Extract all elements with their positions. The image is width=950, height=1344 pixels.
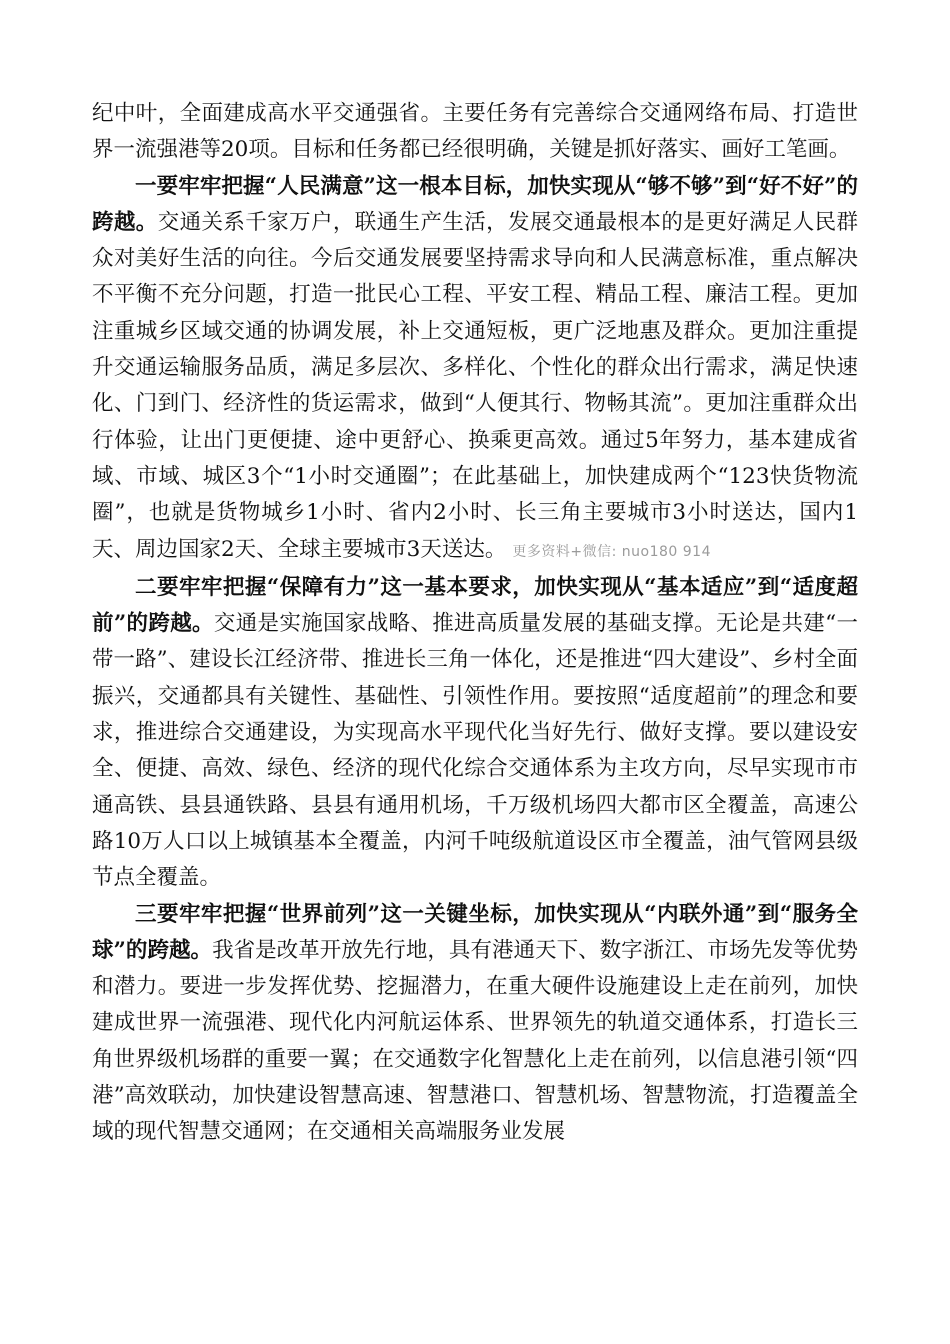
paragraph-body-text: 我省是改革开放先行地，具有港通天下、数字浙江、市场先发等优势和潜力。要进一步发挥优势、挖掘潜力，在重大硬件设施建设上走在前列，加快建成世界一流强港、现代化内河航运体系、世界领先的轨道交通体系，打造长三角世界级机场群的重要一翼；在交通数字化智慧化上走在前列，以信息港引领“四港”高效联动，加快建设智慧高速、智慧港口、智慧机场、智慧物流，打造覆盖全域的现代智慧交通网；在交通相关高端服务业发展: [92, 937, 858, 1145]
paragraph-body-text: 交通是实施国家战略、推进高质量发展的基础支撑。无论是共建“一带一路”、建设长江经济带、推进长三角一体化，还是推进“四大建设”、乡村全面振兴，交通都具有关键性、基础性、引领性作用。要按照“适度超前”的理念和要求，推进综合交通建设，为实现高水平现代化当好先行、做好支撑。要以建设安全、便捷、高效、绿色、经济的现代化综合交通体系为主攻方向，尽早实现市市通高铁、县县通铁路、县县有通用机场，千万级机场四大都市区全覆盖，高速公路10万人口以上城镇基本全覆盖，内河千吨级航道设区市全覆盖，油气管网县级节点全覆盖。: [92, 611, 859, 891]
paragraph-point-two: [92, 570, 858, 897]
watermark-text: 更多资料+微信: nuo180 914: [512, 543, 711, 560]
document-page: [92, 96, 858, 1151]
paragraph-lead-heading: 二要牢牢把握“保障有力”这一基本要求，加快实现从“基本适应”到“适度超前”的跨越。: [92, 574, 858, 637]
paragraph-point-three: [92, 897, 858, 1151]
paragraph-body-text: 纪中叶，全面建成高水平交通强省。主要任务有完善综合交通网络布局、打造世界一流强港等20项。目标和任务都已经很明确，关键是抓好落实、画好工笔画。: [92, 101, 858, 163]
paragraph-body-text: 交通关系千家万户，联通生产生活，发展交通最根本的是更好满足人民群众对美好生活的向往。今后交通发展要坚持需求导向和人民满意标准，重点解决不平衡不充分问题，打造一批民心工程、平安工程、精品工程、廉洁工程。更加注重城乡区域交通的协调发展，补上交通短板，更广泛地惠及群众。更加注重提升交通运输服务品质，满足多层次、多样化、个性化的群众出行需求，满足快速化、门到门、经济性的货运需求，做到“人便其行、物畅其流”。更加注重群众出行体验，让出门更便捷、途中更舒心、换乘更高效。通过5年努力，基本建成省域、市域、城区3个“1小时交通圈”；在此基础上，加快建成两个“123快货物流圈”，也就是货物城乡1小时、省内2小时、长三角主要城市3小时送达，国内1天、周边国家2天、全球主要城市3天送达。: [92, 209, 858, 562]
paragraph-point-one: [92, 169, 858, 570]
paragraph-intro-continuation: [92, 96, 858, 169]
paragraph-lead-heading: 三要牢牢把握“世界前列”这一关键坐标，加快实现从“内联外通”到“服务全球”的跨越。: [92, 901, 858, 963]
paragraph-lead-heading: 一要牢牢把握“人民满意”这一根本目标，加快实现从“够不够”到“好不好”的跨越。: [92, 173, 858, 235]
